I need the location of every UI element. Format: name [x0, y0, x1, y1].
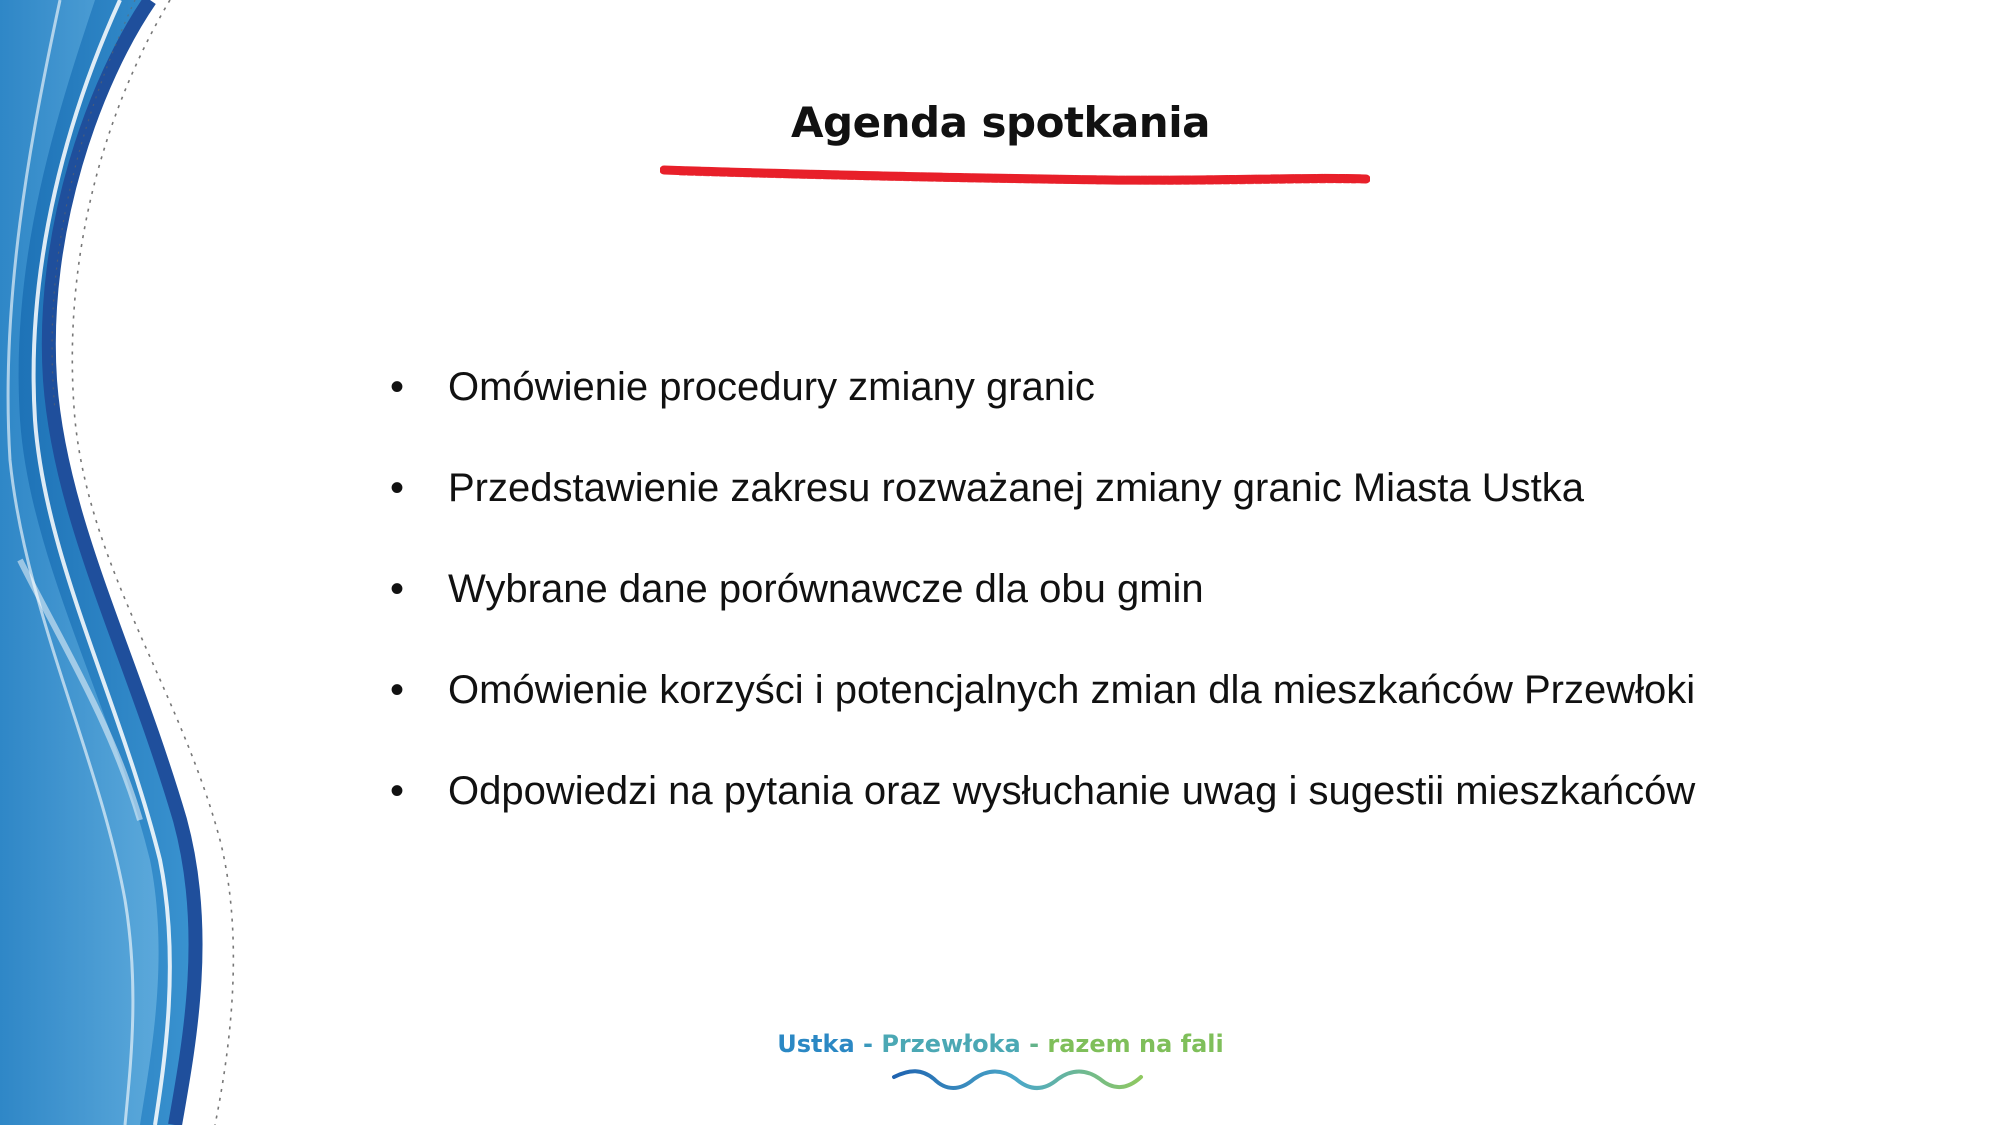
decorative-wave-icon	[0, 0, 260, 1125]
agenda-item-text: Omówienie procedury zmiany granic	[448, 365, 1095, 409]
bullet: •	[390, 668, 405, 712]
bullet: •	[390, 567, 405, 611]
footer-wave-icon	[890, 1063, 1145, 1099]
footer-slogan	[0, 1030, 2001, 1058]
footer-part-razem: razem na fali	[1047, 1030, 1224, 1058]
footer-separator: -	[854, 1030, 882, 1058]
page-title: Agenda spotkania	[791, 98, 1210, 147]
footer-separator: -	[1020, 1030, 1048, 1058]
agenda-item-text: Odpowiedzi na pytania oraz wysłuchanie uwag i sugestii mieszkańców	[448, 769, 1696, 813]
footer-part-ustka: Ustka	[777, 1030, 855, 1058]
bullet: •	[390, 365, 405, 409]
footer-part-przewloka: Przewłoka	[881, 1030, 1021, 1058]
bullet: •	[390, 466, 405, 510]
agenda-item-text: Omówienie korzyści i potencjalnych zmian dla mieszkańców Przewłoki	[448, 668, 1696, 712]
agenda-item-text: Przedstawienie zakresu rozważanej zmiany granic Miasta Ustka	[448, 466, 1585, 510]
bullet: •	[390, 769, 405, 813]
brush-underline-icon	[660, 160, 1370, 196]
agenda-item-text: Wybrane dane porównawcze dla obu gmin	[448, 567, 1204, 611]
